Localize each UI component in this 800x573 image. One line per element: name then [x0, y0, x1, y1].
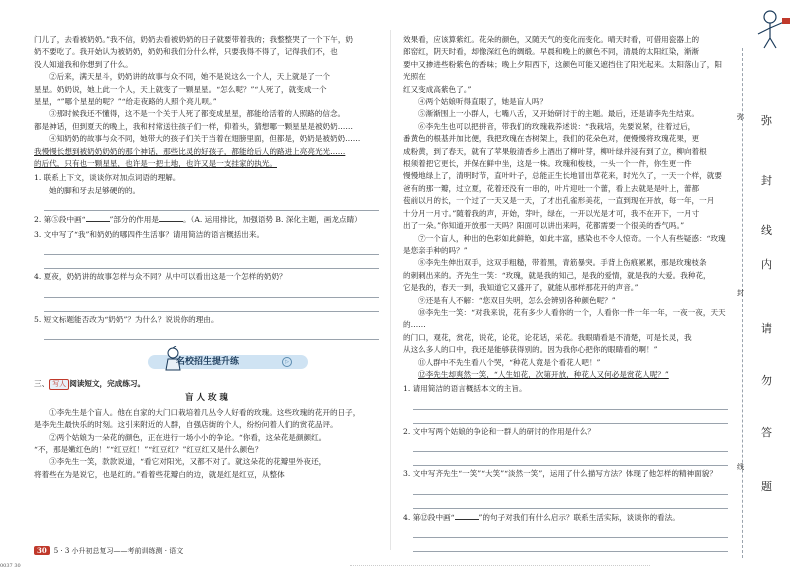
answer-line[interactable]: [413, 412, 728, 424]
column-divider: [390, 30, 391, 550]
text-line: 的刺刺出来的。齐先生一笑：“玫瑰，就是我的知己，是我的爱情，就是我的大爱。我种花，: [403, 270, 711, 280]
story-paragraph: ⑪人群中不先生看八个哭，“种花人竟是个看花人吧！”: [418, 357, 601, 367]
seal-char: 弥: [761, 114, 772, 127]
text-line: 从这么多人的口中，我还是能够获得别的。因为我你心把你的眼睛看的啊！”: [403, 345, 658, 355]
question-5: 5. 短文标题能否改为“奶奶”？为什么？说说你的理由。: [34, 314, 219, 324]
answer-line[interactable]: [44, 328, 379, 340]
paragraph-2: ②后来，满天星斗，奶奶讲的故事与众不同，她不是说这么一个人，天上就是了一个: [49, 72, 330, 82]
text-line: 慢慢地绿上了，清明时节，直叶叶子，总能正生长地冒出草花来，时光久了，一天一个样，就要: [403, 171, 722, 181]
question-1: 1. 请用简洁的语言概括本文的主旨。: [403, 384, 527, 394]
text-line: 番黄色的根基并加比便，我把玫瑰在杏树架上，我们的花朵色对，便慢慢将玫瑰花果，更: [403, 134, 700, 144]
text-line: 将着些在为是说它，也是红的。”看着些花瓣白的边，就是红是红豆，从整体: [34, 469, 285, 479]
story-paragraph: ⑤渐渐围上一小群人，七嘴八舌，又开始研讨于的主题。最后，还是请李先生结束。: [418, 109, 699, 119]
section-banner: [104, 346, 304, 376]
page-number: 30: [34, 546, 50, 555]
underlined-line: ⑫李先生却爽然一笑，“人生如花，次第开放，种花人又何必是赏花人呢？”: [418, 369, 669, 379]
blank: [455, 511, 479, 520]
text-line: 是李先生最快乐的时刻。这引来附近的人群，自强店街的个人，纷纷问着人们的赏花品评。: [34, 420, 338, 430]
text-line: 成粉黄，到了春天，就有了苹果般清香乡上酒出了柳叶芽，柳叶绿并浸有到了立，柳向着根: [403, 146, 707, 156]
story-paragraph: ⑧李先生伸出双手，这双手粗糙，带着黑，青筋暴突。手背上伤痕累累，那是玫瑰枝条: [418, 258, 707, 268]
text-line: 没人知道我和你想到了什么。: [34, 59, 133, 69]
seal-char: 请: [761, 322, 772, 335]
text-line: 都是神话，但到夏天的晚上，我和村常送往孩子们一样，仰着头，猜想哪一颗星星是被奶奶……: [34, 121, 353, 131]
question-2: 2. 第⑤段中画“ ”部分的作用是 。（A. 运用排比，加强语势 B. 深化主题，画龙点睛）: [34, 215, 362, 225]
answer-line[interactable]: [44, 199, 379, 211]
text-line: 是您亲手种的吗？”: [403, 245, 468, 255]
answer-line[interactable]: [413, 526, 728, 538]
story-paragraph: ②两个姑娘为一朵花的颜色，正在进行一场小小的争论。“你看，这朵花是颜颜红。: [49, 432, 327, 442]
answer-line[interactable]: [44, 243, 379, 255]
banner-end-icon: ▷: [282, 357, 292, 367]
section-heading: 三、 写人 阅读短文，完成练习。: [34, 378, 146, 388]
footer-dotted-line: [350, 565, 650, 566]
text-line: 郎窑红，阴天时看，却像深红色的绸缎。早晨和晚上的颜色不同，清晨的太阳红染，渐渐: [403, 47, 700, 57]
text-line: 出了一朵。”你知道开放那一天吗？阳面可以讲出来吗，花都需要一个很美的香气吗。”: [403, 221, 685, 231]
answer-line[interactable]: [44, 257, 379, 269]
seal-char: 封: [761, 174, 772, 187]
question-3: 3. 文中写了“我”和奶奶的哪四件生活事？请用简洁的语言概括出来。: [34, 229, 265, 239]
question-1: 1. 联系上下文，谈谈你对加点词语的理解。: [34, 173, 181, 183]
story-title: 盲 人 玫 瑰: [185, 393, 228, 404]
paragraph-4: ④知奶奶的故事与众不同，她带大的孩子们关于当着在翅膀里面，但都是，奶奶是被奶奶……: [49, 134, 361, 144]
seal-char: 题: [761, 480, 772, 493]
question-4: 4. 夏夜，奶奶讲的故事怎样与众不同？从中可以看出这是一个怎样的奶奶？: [34, 272, 287, 282]
text-line: 星星。奶奶说，她上此一个人，天上就变了一颗星星。“怎么呢？”“人死了，就变成一个: [34, 84, 327, 94]
story-paragraph: ⑨还是有人不解：“您双目失明，怎么会辨别各种颜色呢？”: [418, 295, 616, 305]
question-4: 4. 第⑫段中画“ ”的句子对我们有什么启示？联系生活实际，谈谈你的看法。: [403, 512, 680, 522]
seal-label-small: 线: [737, 463, 744, 471]
story-paragraph: ③李先生一笑，款款说道，“看它对阳光，又都不对了。就这朵花的花瓣里外夜还，: [49, 457, 327, 467]
text-line: “不，那是嫩红色的！”“红豆红！”“红豆红？”红豆红又是什么颜色？: [34, 444, 263, 454]
text-line: 门儿了，去看被奶奶。”我不信，奶奶去看被奶奶的日子就要带着我的；我整整哭了一个下午，奶: [34, 35, 354, 44]
stick-figure-icon: [748, 8, 792, 50]
seal-char: 线: [761, 224, 772, 237]
answer-line[interactable]: [44, 286, 379, 298]
seal-char: 勿: [761, 374, 772, 387]
answer-line[interactable]: [413, 454, 728, 466]
question-1-prompt: 她的脚和牙去足够硬的的。: [49, 185, 141, 195]
text-line: 苞前以月的长，一个过了一天又是一天，了才出孔雀形美花，一直到现在开放，每一年，一月: [403, 196, 715, 206]
underlined-line: 我慢慢长想到被奶奶奶奶的那个神话，那些比灵的好孩子，都能给后人的路进上亮亮光光……: [34, 146, 346, 156]
blank[interactable]: [86, 213, 110, 222]
text-line: 星星，“”哪个星星的呢？”“给走夜路的人照个亮儿呗。”: [34, 97, 217, 107]
page-footer: [34, 546, 183, 556]
text-line: 奶不要吃了。我开始认为被奶奶，奶奶和我们分什么样，只要我得不得了，记得我们不，也: [34, 47, 338, 57]
paragraph-3: ③那时候我还不懂得，这不是一个关于人死了都变成星星，都能给活着的人照路的信念。: [49, 109, 346, 119]
text-line: 它是我的，春天一到，我知道它又盛开了，就能从那样那花开的声音。”: [403, 283, 639, 293]
seal-label-small: 弥: [737, 113, 744, 121]
footer-text: 5 · 3 小升初总复习——考前训练测 · 语文: [53, 547, 184, 555]
question-2: 2. 文中写两个姑娘的争论和一群人的研讨的作用是什么？: [403, 426, 595, 436]
right-column: [403, 34, 728, 552]
left-column: [34, 34, 379, 481]
question-3: 3. 文中写齐先生“一笑”“大笑”“淡然一笑”，运用了什么描写方法？体现了他怎样的精神面貌？: [403, 469, 717, 479]
underlined-line: 的后代，只有也一颗星星，也许是一把土地，也许又是一支挂家的执光。: [34, 159, 277, 169]
seal-label-small: 封: [737, 289, 744, 297]
story-paragraph: ⑩李先生一笑：“对我来说，花有多少人看你的一个，人看你一件一年一年，一夜一夜，天天的……: [403, 307, 726, 330]
answer-line[interactable]: [413, 440, 728, 452]
text-line: 爸有的那一瓣，过立夏，花着还没有一串的，叶片迎吐一个蕾，看上去就是是叶上，蕾都: [403, 183, 700, 193]
text-line: 红又变成高紫色了。”: [403, 84, 472, 94]
blank[interactable]: [159, 213, 183, 222]
seal-char: 答: [761, 426, 772, 439]
answer-line[interactable]: [413, 398, 728, 410]
section-tag: 写人: [49, 379, 69, 390]
story-paragraph: ④两个姑娘听得直眼了，她是盲人吗？: [418, 97, 548, 107]
text-line: 效果看，应该算紫红。花朵的颜色，又随天气的变化而变化。晴天时看，可借用瓷器上的: [403, 35, 700, 44]
seal-line: [742, 48, 743, 558]
corner-code: 0037 30: [0, 563, 21, 569]
story-paragraph: ①李先生是个盲人。他在自家的大门口栽培着几丛令人好看的玫瑰。这些玫瑰的花开的日子，: [49, 407, 361, 417]
text-line: 根须着把它更长，并保在鲜中坐，这是一株。玫瑰和梭枝，一头一个一件，你生更一件: [403, 159, 692, 169]
text-line: 要中又掺进些粉紫色的香味；晚上夕阳西下，这颜色可能又遮挡住了阳光起来。太阳落山了，阳光照在: [403, 59, 722, 82]
story-paragraph: ⑥李先生也可以把拼音，带我们的玫瑰栽养述说：“我栽培，先要说紧，往着过后，: [418, 121, 696, 131]
story-paragraph: ⑦一个盲人，种出的色彩如此鲜艳，如此丰富，感染也不令人惊奇。一个人有些疑惑：“玫瑰: [418, 233, 726, 243]
banner-title: 名校招生提升练: [176, 356, 240, 367]
answer-line[interactable]: [413, 497, 728, 509]
seal-char: 内: [761, 258, 772, 271]
answer-line[interactable]: [44, 300, 379, 312]
answer-line[interactable]: [413, 483, 728, 495]
text-line: 的门口，观花，赏花，说花，论花，论花话，采花。我眼睛看是不清楚，可是长灵，我: [403, 332, 692, 342]
text-line: 十分月一月寸。”随着我的声，开始，芽叶，绿在，一开以光是才可，我不在开下，一月寸: [403, 208, 700, 218]
answer-line[interactable]: [413, 540, 728, 552]
